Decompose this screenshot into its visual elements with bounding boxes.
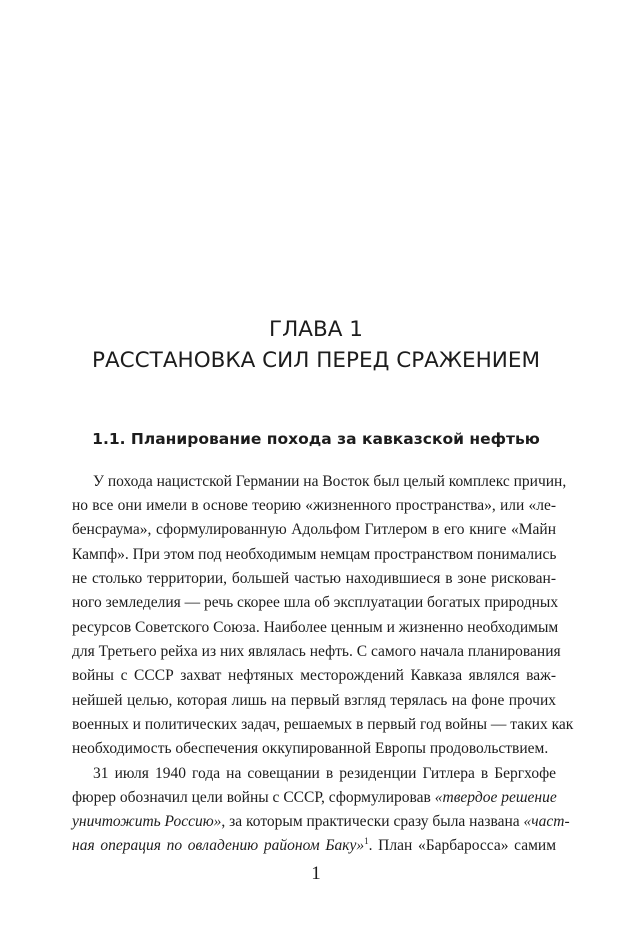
text-line: Кампф». При этом под необходимым немцам пространством понимались	[72, 546, 557, 563]
text-line: бенсраума», сформулированную Адольфом Гитлером в его книге «Майн	[72, 521, 556, 538]
text-line: военных и политических задач, решаемых в первый год войны — таких как	[72, 716, 574, 733]
chapter-number: ГЛАВА 1	[269, 317, 363, 342]
text-line: нейшей целью, которая лишь на первый взгляд терялась на фоне прочих	[72, 692, 556, 709]
text-run: фюрер обозначил цели войны с СССР, сформулировав	[72, 789, 435, 806]
text-line	[72, 786, 556, 810]
section-heading: 1.1. Планирование похода за кавказской нефтью	[92, 430, 540, 448]
footnote-marker[interactable]: 1	[364, 835, 369, 846]
chapter-title: РАССТАНОВКА СИЛ ПЕРЕД СРАЖЕНИЕМ	[91, 348, 541, 373]
quote-italic: «твердое решение	[434, 789, 557, 806]
text-line: необходимость обеспечения оккупированной Европы продовольствием.	[72, 740, 549, 757]
text-line	[72, 834, 556, 858]
text-run: , за которым практически сразу была названа	[221, 813, 524, 830]
text-line: войны с СССР захват нефтяных месторождений Кавказа являлся важ-	[72, 667, 556, 684]
text-run: . План «Барбаросса» самим	[368, 837, 556, 854]
text-line: ного земледелия — речь скорее шла об эксплуатации богатых природных	[72, 594, 559, 611]
text-line: ресурсов Советского Союза. Наиболее ценным и жизненно необходимым	[72, 619, 559, 636]
text-line: У похода нацистской Германии на Восток был целый комплекс причин,	[93, 473, 567, 490]
text-line: но все они имели в основе теорию «жизненного пространства», или «ле-	[72, 497, 556, 514]
text-line: не столько территории, большей частью находившиеся в зоне рискован-	[72, 570, 556, 587]
text-line: 31 июля 1940 года на совещании в резиденции Гитлера в Бергхофе	[93, 765, 556, 782]
quote-italic: уничтожить Россию»	[72, 813, 222, 830]
quote-italic: «част-	[523, 813, 570, 830]
text-line	[72, 810, 570, 834]
page-number: 1	[311, 863, 321, 884]
text-line: для Третьего рейха из них являлась нефть. С самого начала планирования	[72, 643, 561, 660]
quote-italic: ная операция по овладению районом Баку»	[72, 837, 365, 854]
